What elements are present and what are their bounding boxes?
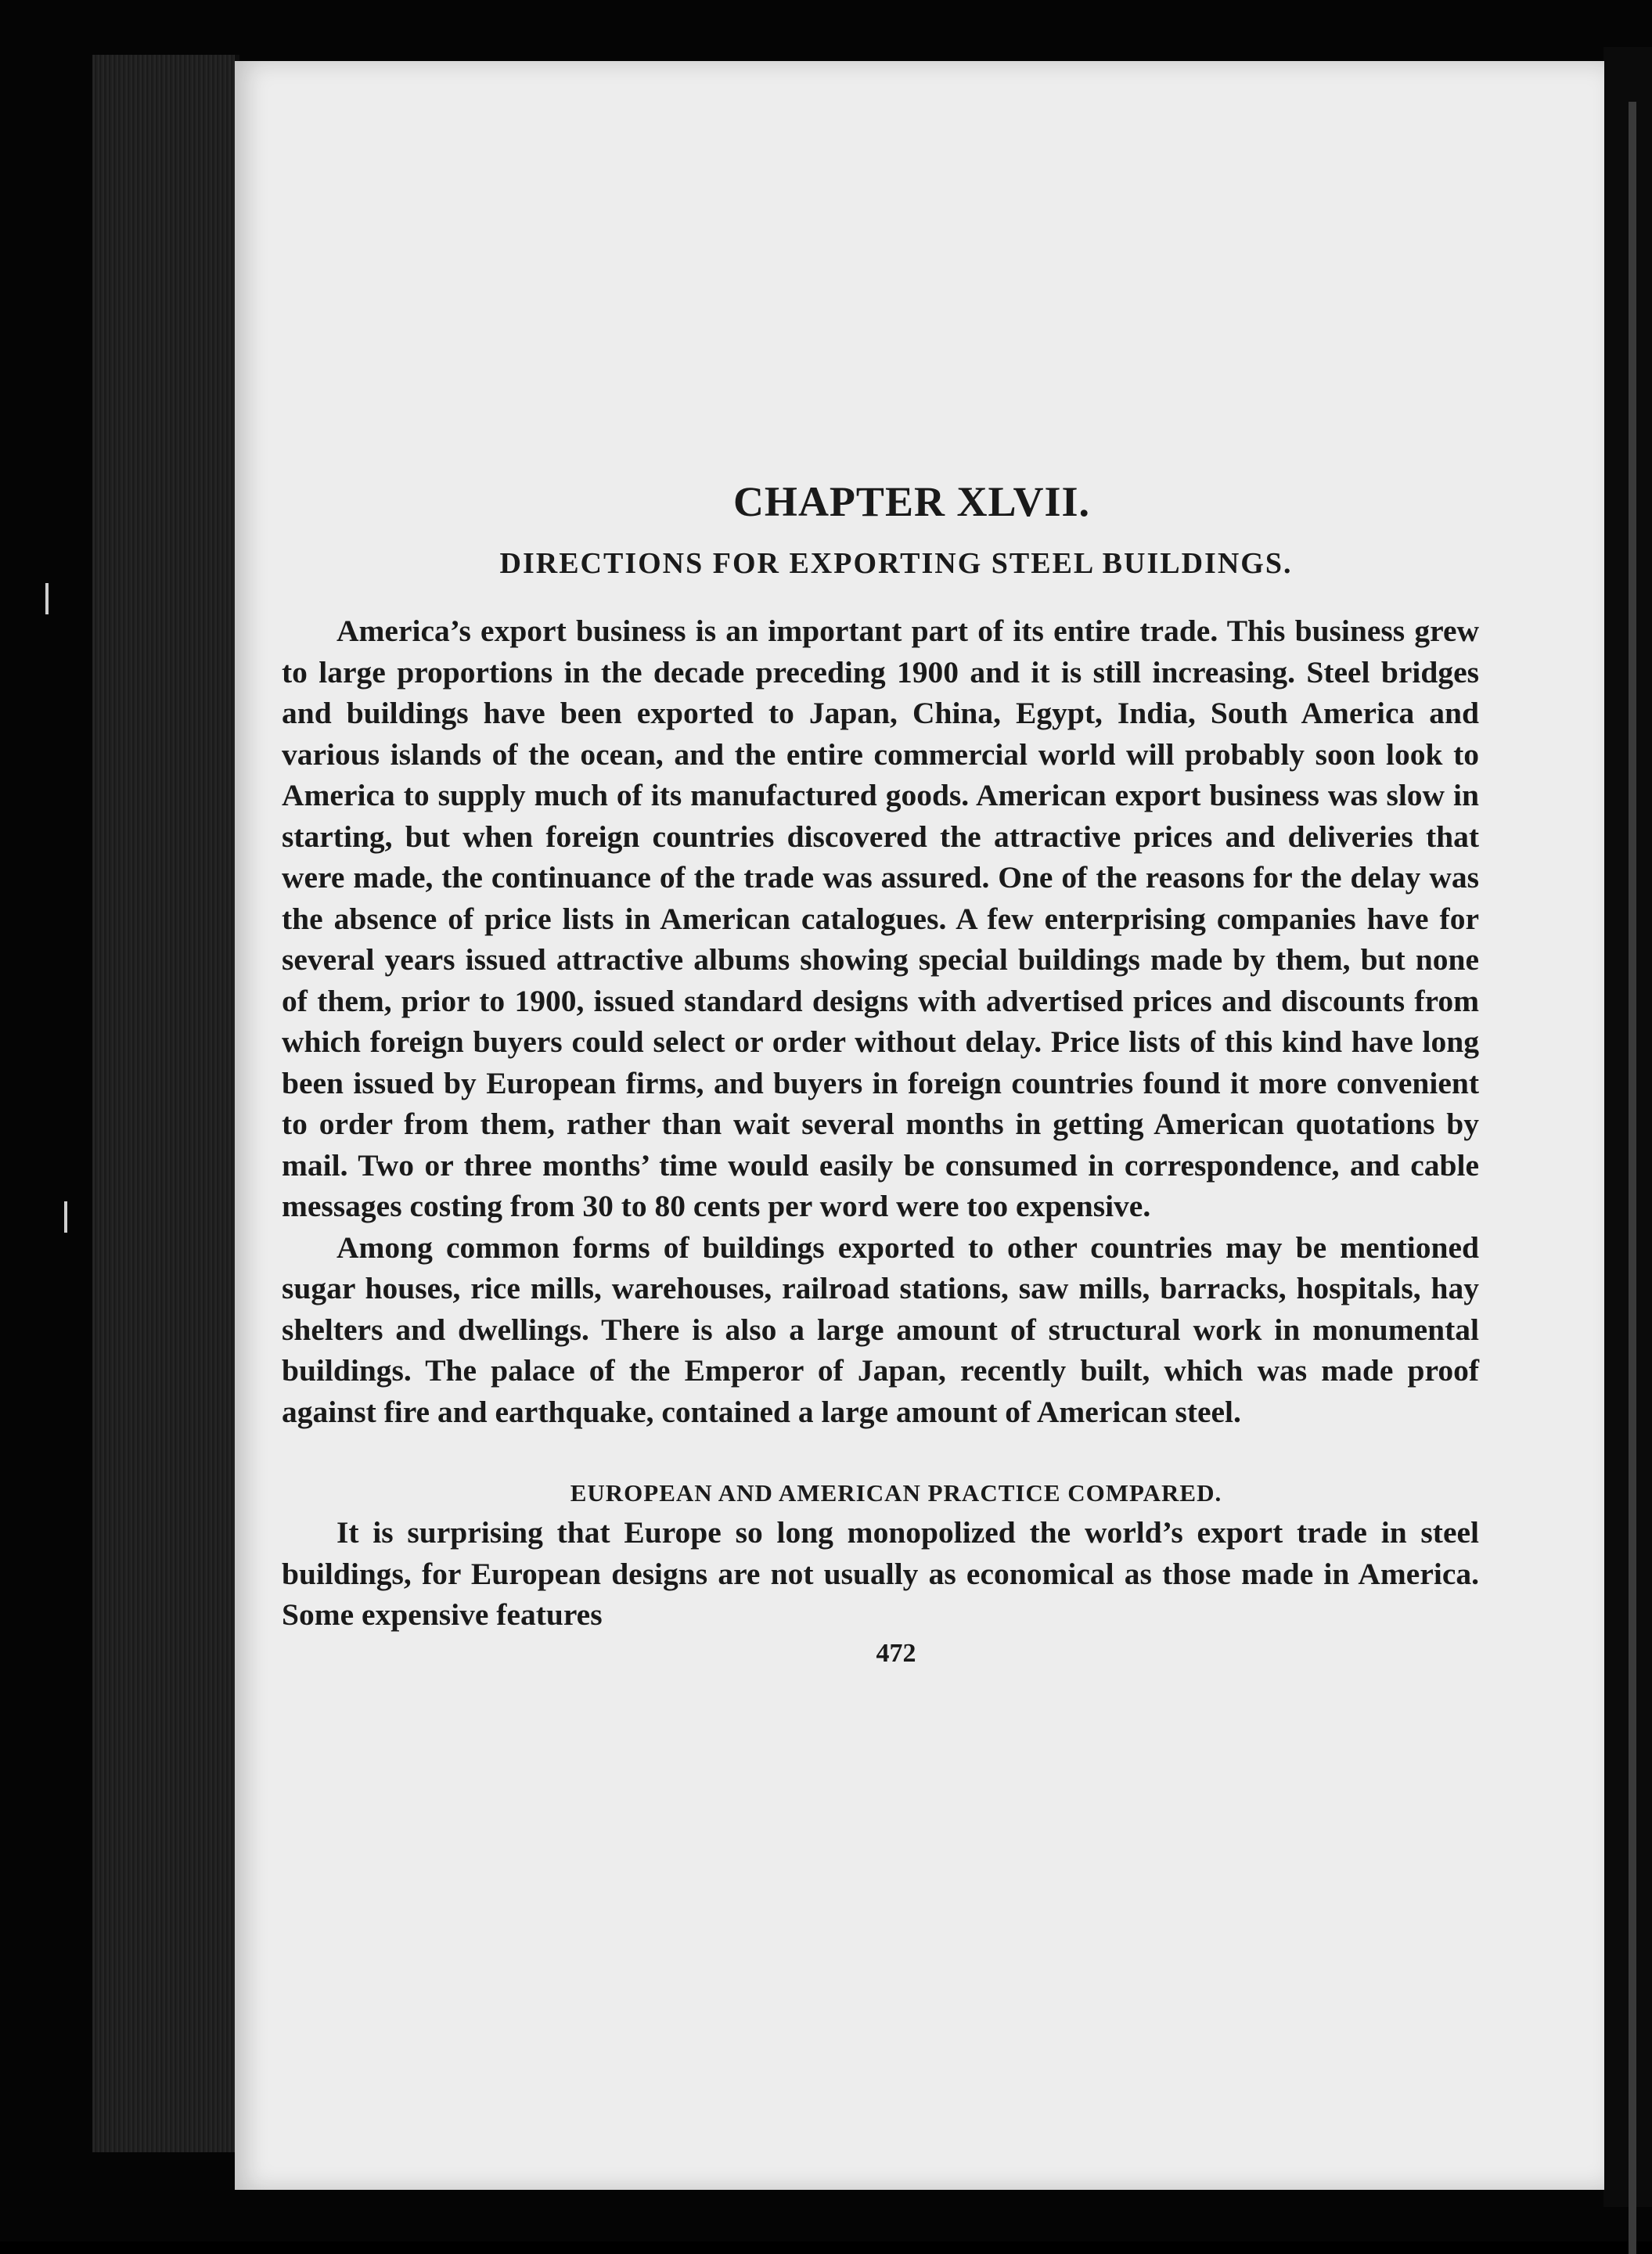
chapter-heading: CHAPTER XLVII. [732, 478, 1091, 525]
scan-mark [64, 1201, 67, 1233]
page-number: 472 [876, 1638, 916, 1668]
scan-mark [45, 583, 49, 614]
page-edge-line [1629, 102, 1636, 2254]
body-paragraph: America’s export business is an important part of its entire trade. This business grew to large proportions in the decade preceding 1900 and it is still increasing. Steel bridges and buildings have been exported to Japan, China, Egypt, India, South America and various islands of the ocean, and the entire commercial world will probably soon look to America to supply much of its manufactured goods. American export business was slow in starting, but when foreign countries discovered the attractive prices and deliveries that were made, the continuance of the trade was assured. One of the reasons for the delay was the absence of price lists in American catalogues. A few enterprising companies have for several years issued attractive albums showing special buildings made by them, but none of them, prior to 1900, issued standard designs with advertised prices and discounts from which foreign buyers could select or order without delay. Price lists of this kind have long been issued by European firms, and buyers in foreign countries found it more convenient to order from them, rather than wait several months in getting American quotations by mail. Two or three months’ time would easily be consumed in correspondence, and cable messages costing from 30 to 80 cents per word were too expensive. [282, 614, 1479, 1223]
section-heading: EUROPEAN AND AMERICAN PRACTICE COMPARED. [570, 1479, 1222, 1507]
book-spine [92, 55, 239, 2152]
facing-page-edge [1603, 47, 1652, 2207]
page-text-block [282, 477, 1479, 1669]
body-paragraph: Among common forms of buildings exported to other countries may be mentioned sugar houses, rice mills, warehouses, railroad stations, saw mills, barracks, hospitals, hay shelters and dwellings. There is also a large amount of structural work in monumental buildings. The palace of the Emperor of Japan, recently built, which was made proof against fire and earthquake, contained a large amount of American steel. [282, 1230, 1479, 1429]
section-paragraph: It is surprising that Europe so long monopolized the world’s export trade in steel buildings, for European designs are not usually as economical as those made in America. Some expensive features [282, 1515, 1479, 1632]
chapter-subtitle: DIRECTIONS FOR EXPORTING STEEL BUILDINGS. [499, 547, 1293, 580]
